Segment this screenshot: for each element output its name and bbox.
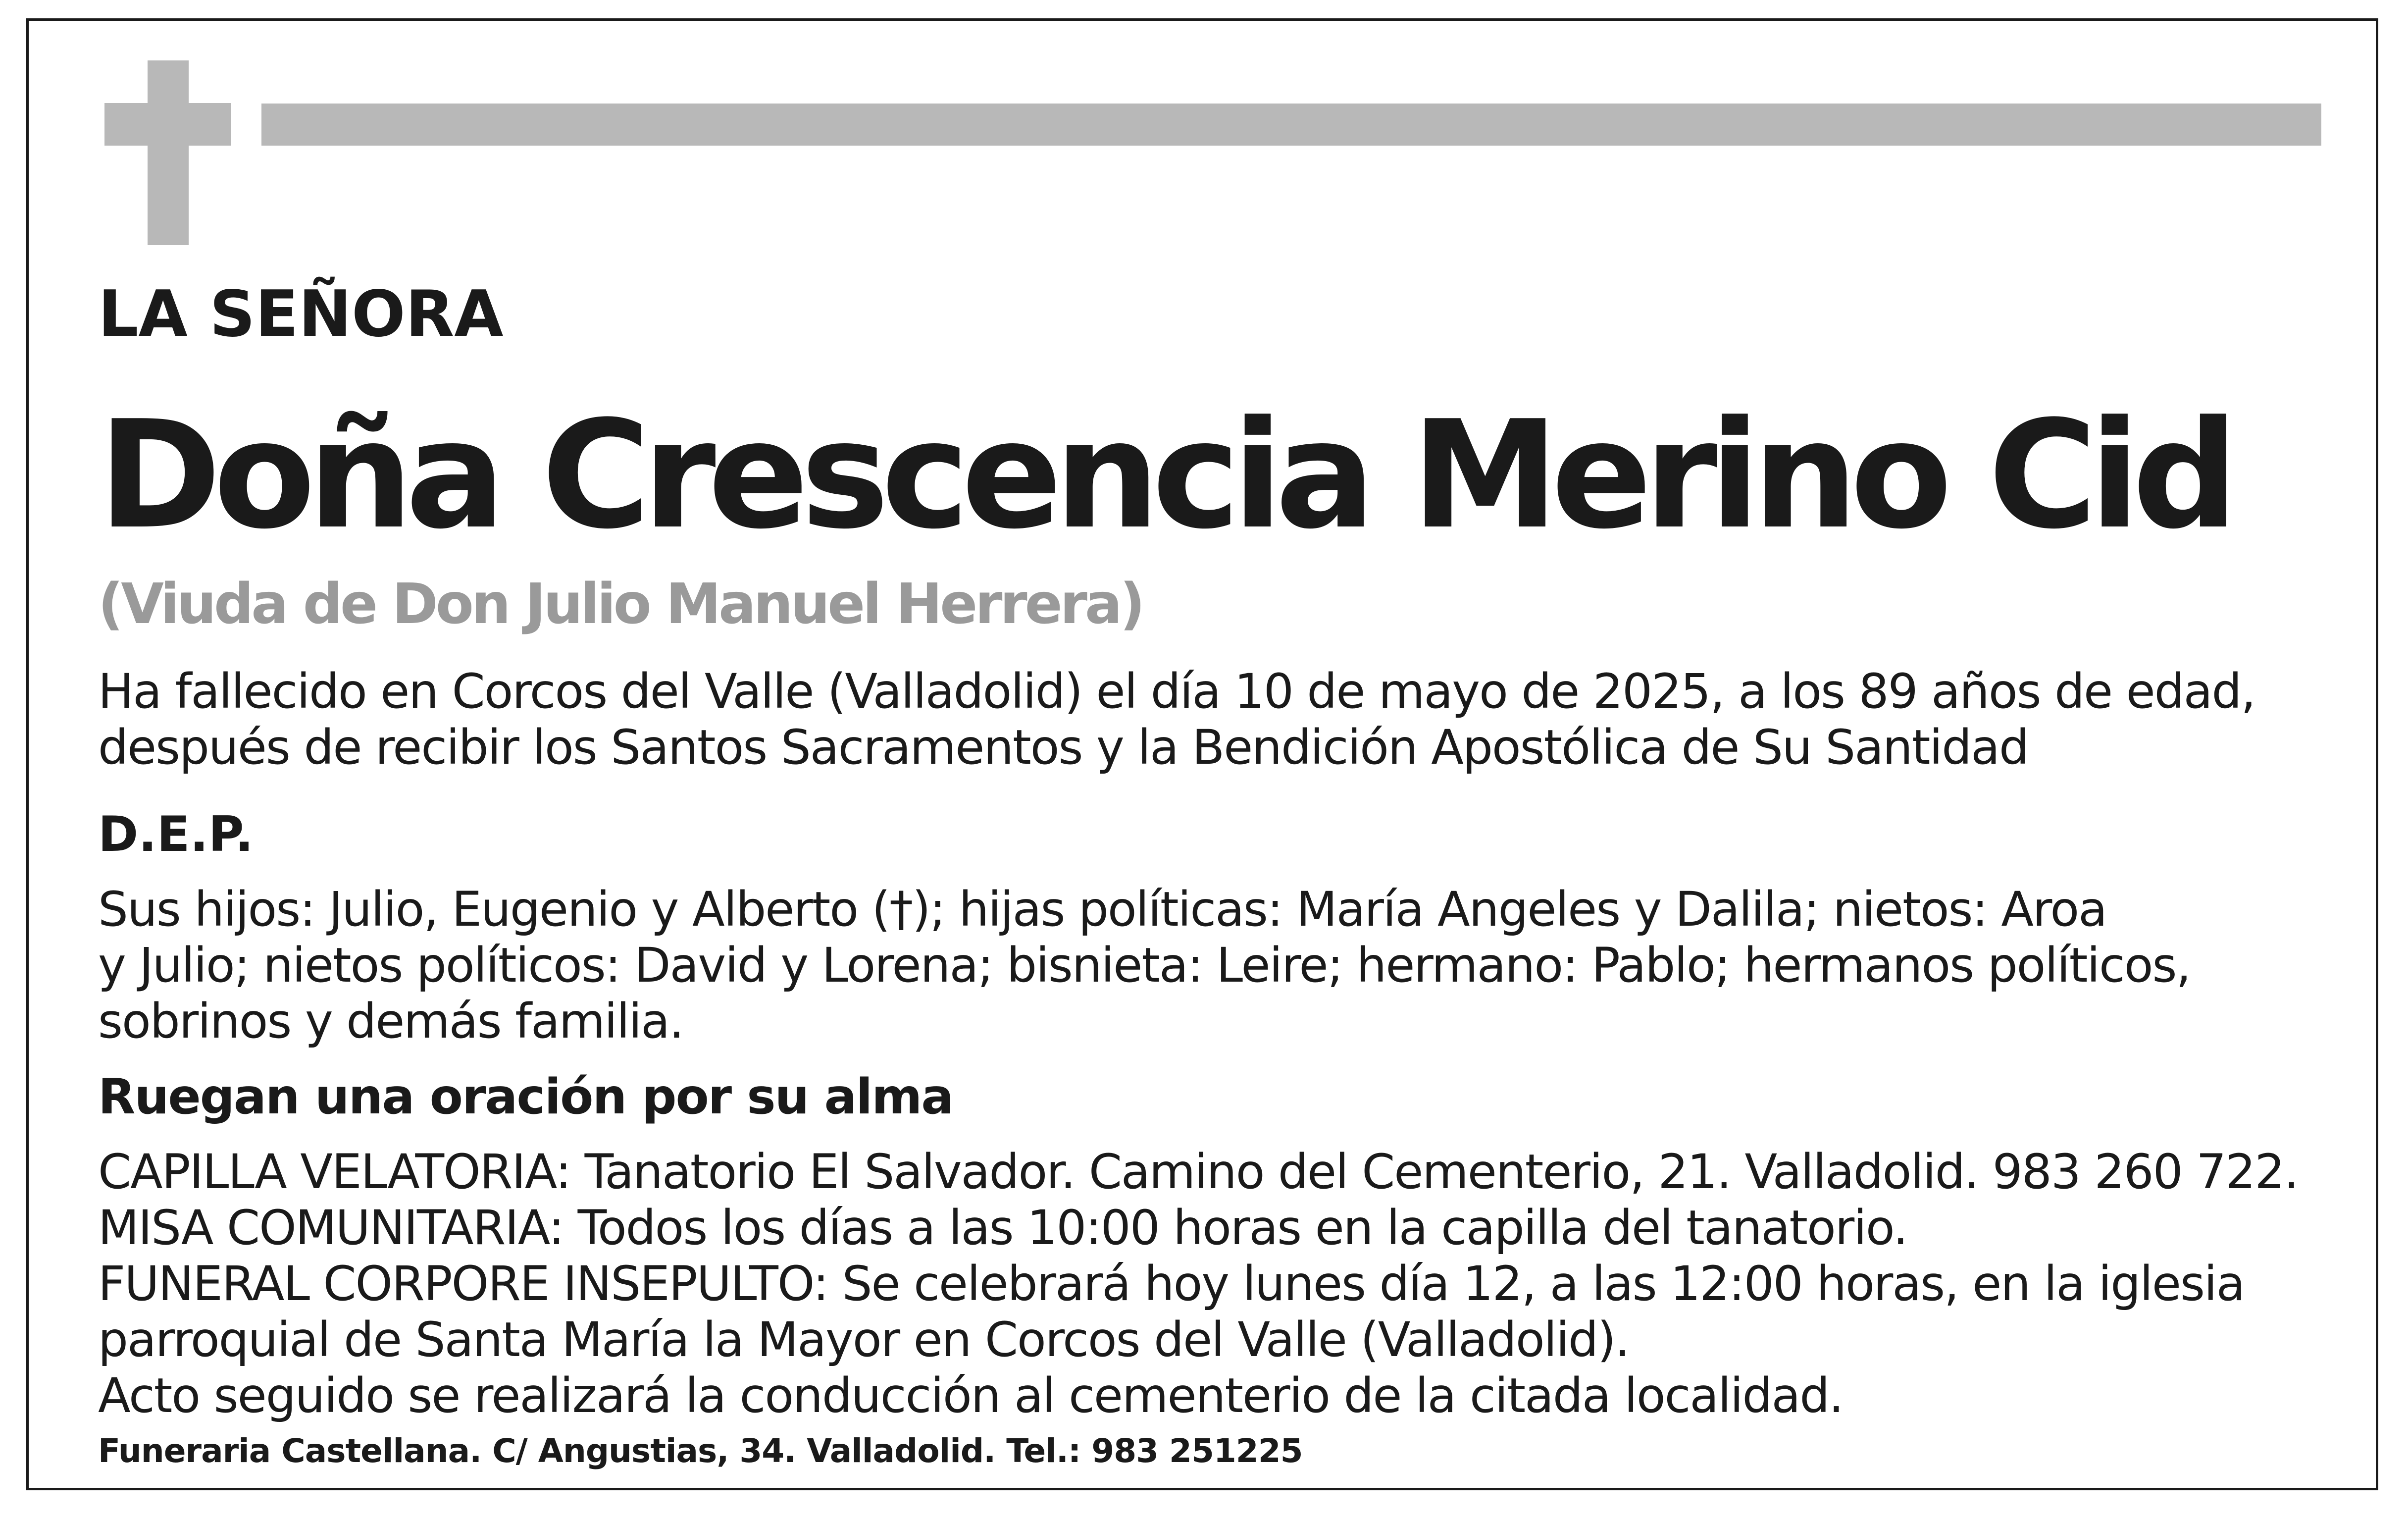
widow-line: (Viuda de Don Julio Manuel Herrera) <box>98 572 1143 636</box>
deceased-name: Doña Crescencia Merino Cid <box>98 389 2231 562</box>
service-line: MISA COMUNITARIA: Todos los días a las 10:00 horas en la capilla del tanatorio. <box>98 1200 1907 1256</box>
announcement-line: Ha fallecido en Corcos del Valle (Valladolid) el día 10 de mayo de 2025, a los 89 años de edad, <box>98 664 2255 719</box>
cross-vertical-bar <box>148 60 189 245</box>
family-line: sobrinos y demás familia. <box>98 994 683 1049</box>
cross-horizontal-bar <box>104 103 231 146</box>
family-line: y Julio; nietos políticos: David y Lorena; bisnieta: Leire; hermano: Pablo; hermanos políticos, <box>98 938 2191 993</box>
family-line: Sus hijos: Julio, Eugenio y Alberto (†); hijas políticas: María Angeles y Dalila; nietos: Aroa <box>98 882 2106 937</box>
dep-label: D.E.P. <box>98 806 254 863</box>
family-paragraph <box>98 882 2356 1049</box>
prayer-line: Ruegan una oración por su alma <box>98 1069 953 1125</box>
service-line: Acto seguido se realizará la conducción al cementerio de la citada localidad. <box>98 1368 1843 1423</box>
cross-icon <box>104 60 231 245</box>
announcement-line: después de recibir los Santos Sacramentos y la Bendición Apostólica de Su Santidad <box>98 720 2028 775</box>
service-line: CAPILLA VELATORIA: Tanatorio El Salvador. Camino del Cementerio, 21. Valladolid. 983 260 722. <box>98 1144 2298 1200</box>
header-rule <box>261 104 2321 146</box>
funeral-home-footer: Funeraria Castellana. C/ Angustias, 34. Valladolid. Tel.: 983 251225 <box>98 1432 1303 1470</box>
service-line: parroquial de Santa María la Mayor en Corcos del Valle (Valladolid). <box>98 1312 1629 1367</box>
announcement-paragraph <box>98 664 2356 776</box>
service-line: FUNERAL CORPORE INSEPULTO: Se celebrará hoy lunes día 12, a las 12:00 horas, en la iglesia <box>98 1256 2245 1311</box>
services-paragraph <box>98 1144 2356 1424</box>
honorific: LA SEÑORA <box>98 277 504 351</box>
